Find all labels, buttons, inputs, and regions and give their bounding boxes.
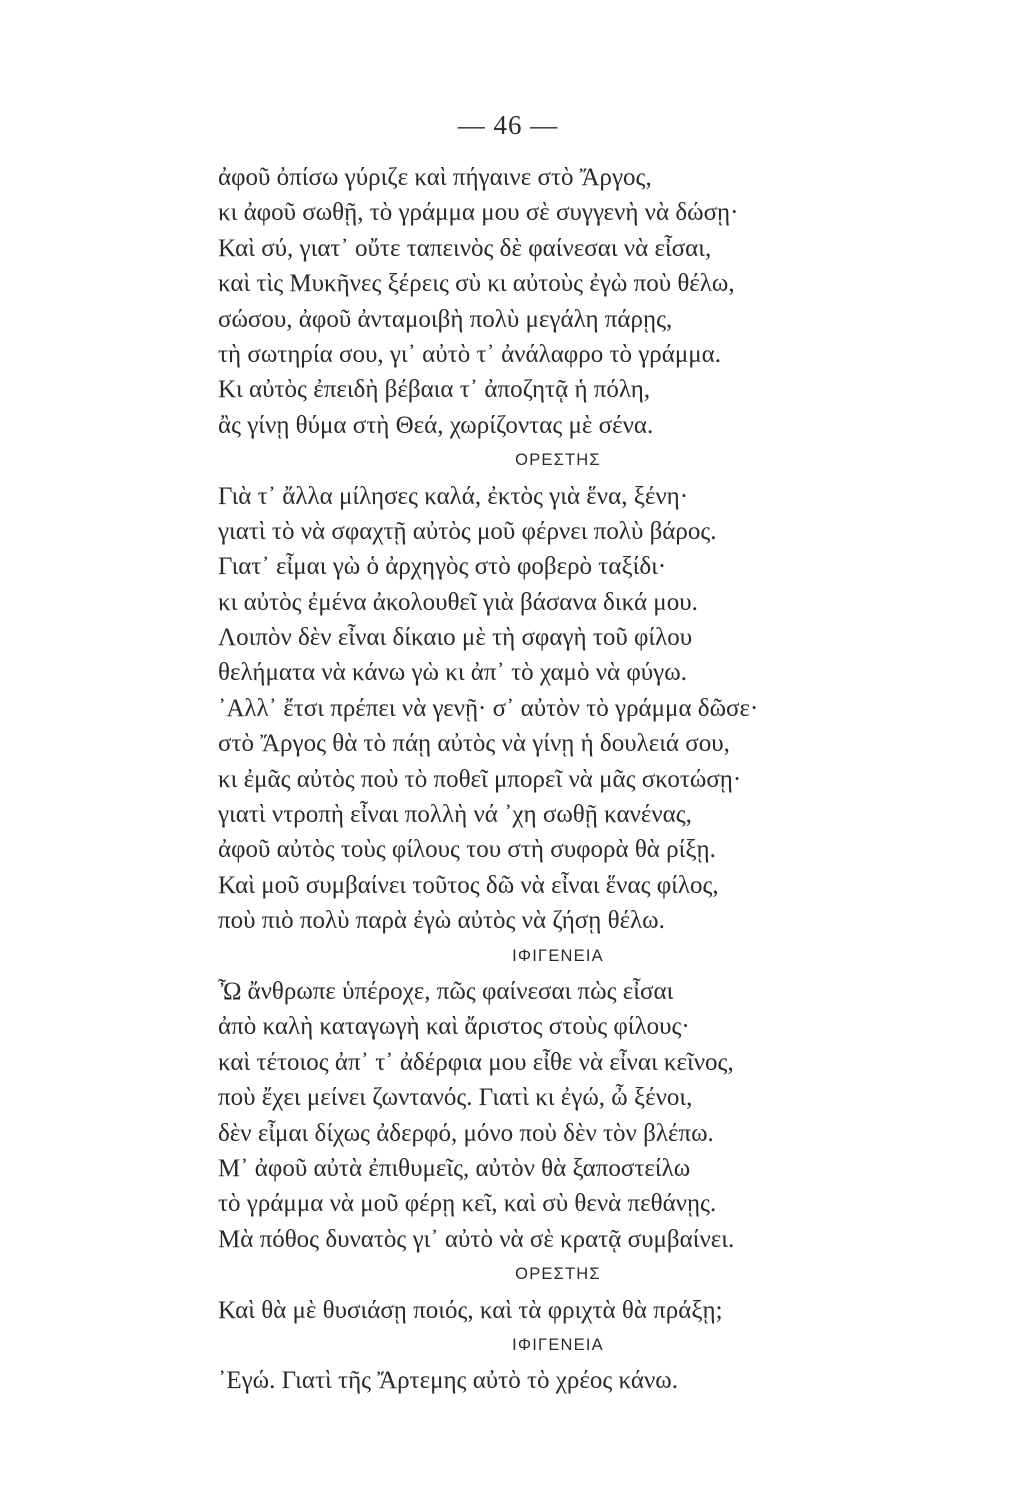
verse-line: ἀπὸ καλὴ καταγωγὴ καὶ ἄριστος στοὺς φίλους· — [218, 1013, 690, 1041]
verse-line: Γιὰ τ᾽ ἄλλα μίλησες καλά, ἐκτὸς γιὰ ἕνα, ξένη· — [218, 482, 689, 510]
verse-line: κι ἐμᾶς αὐτὸς ποὺ τὸ ποθεῖ μπορεῖ νὰ μᾶς σκοτώσῃ· — [218, 765, 742, 793]
verse-line: σώσου, ἀφοῦ ἀνταμοιβὴ πολὺ μεγάλη πάρῃς, — [218, 305, 673, 333]
verse-line: Μ᾽ ἀφοῦ αὐτὰ ἐπιθυμεῖς, αὐτὸν θὰ ξαποστείλω — [218, 1154, 691, 1182]
verse-line: γιατὶ τὸ νὰ σφαχτῇ αὐτὸς μοῦ φέρνει πολὺ βάρος. — [218, 517, 717, 545]
verse-line: κι ἀφοῦ σωθῇ, τὸ γράμμα μου σὲ συγγενὴ νὰ δώσῃ· — [218, 199, 739, 227]
verse-line: ἀφοῦ ὀπίσω γύριζε καὶ πήγαινε στὸ Ἄργος, — [218, 164, 652, 191]
verse-line: καὶ τὶς Μυκῆνες ξέρεις σὺ κι αὐτοὺς ἐγὼ ποὺ θέλω, — [218, 270, 735, 298]
verse-line: Λοιπὸν δὲν εἶναι δίκαιο μὲ τὴ σφαγὴ τοῦ φίλου — [218, 624, 693, 652]
verse-line: τὴ σωτηρία σου, γι᾽ αὐτὸ τ᾽ ἀνάλαφρο τὸ γράμμα. — [218, 340, 722, 368]
verse-line: ποὺ πιὸ πολὺ παρὰ ἐγὼ αὐτὸς νὰ ζήσῃ θέλω. — [218, 907, 665, 935]
verse-line: τὸ γράμμα νὰ μοῦ φέρῃ κεῖ, καὶ σὺ θενὰ πεθάνῃς. — [218, 1190, 717, 1218]
verse-line: κι αὐτὸς ἐμένα ἀκολουθεῖ γιὰ βάσανα δικά μου. — [218, 588, 698, 616]
verse-line: Ὦ ἄνθρωπε ὑπέροχε, πῶς φαίνεσαι πὼς εἶσαι — [218, 977, 674, 1005]
verse-line: ποὺ ἔχει μείνει ζωντανός. Γιατὶ κι ἐγώ, ὦ ξένοι, — [218, 1084, 693, 1112]
verse-line: Κι αὐτὸς ἐπειδὴ βέβαια τ᾽ ἀποζητᾷ ἡ πόλη, — [218, 376, 651, 404]
speaker-heading: ΟΡΕΣΤΗΣ — [515, 451, 601, 470]
verse-text — [218, 160, 858, 1399]
verse-line: Γιατ᾽ εἶμαι γὼ ὁ ἀρχηγὸς στὸ φοβερὸ ταξίδι· — [218, 553, 667, 581]
verse-line: ἀφοῦ αὐτὸς τοὺς φίλους του στὴ συφορὰ θὰ ρίξῃ. — [218, 836, 716, 864]
verse-line: δὲν εἶμαι δίχως ἀδερφό, μόνο ποὺ δὲν τὸν βλέπω. — [218, 1119, 714, 1147]
verse-line: καὶ τέτοιος ἀπ᾽ τ᾽ ἀδέρφια μου εἶθε νὰ εἶναι κεῖνος, — [218, 1048, 734, 1076]
page-number: — 46 — — [457, 110, 559, 140]
verse-line: Καὶ θὰ μὲ θυσιάσῃ ποιός, καὶ τὰ φριχτὰ θὰ πράξῃ; — [218, 1296, 723, 1324]
verse-line: θελήματα νὰ κάνω γὼ κι ἀπ᾽ τὸ χαμὸ νὰ φύγω. — [218, 659, 687, 687]
verse-line: στὸ Ἄργος θὰ τὸ πάῃ αὐτὸς νὰ γίνῃ ἡ δουλειά σου, — [218, 730, 730, 758]
verse-line: γιατὶ ντροπὴ εἶναι πολλὴ νά ᾽χη σωθῇ κανένας, — [218, 801, 692, 829]
speaker-heading: ΙΦΙΓΕΝΕΙΑ — [512, 1335, 604, 1354]
verse-line: Καὶ σύ, γιατ᾽ οὔτε ταπεινὸς δὲ φαίνεσαι νὰ εἶσαι, — [218, 234, 712, 262]
verse-line: ᾽Αλλ᾽ ἔτσι πρέπει νὰ γενῇ· σ᾽ αὐτὸν τὸ γράμμα δῶσε· — [218, 694, 759, 722]
speaker-heading: ΟΡΕΣΤΗΣ — [515, 1265, 601, 1284]
verse-line: Μὰ πόθος δυνατὸς γι᾽ αὐτὸ νὰ σὲ κρατᾷ συμβαίνει. — [218, 1225, 735, 1253]
verse-line: ᾽Εγώ. Γιατὶ τῆς Ἄρτεμης αὐτὸ τὸ χρέος κάνω. — [218, 1367, 678, 1395]
verse-line: ἂς γίνῃ θύμα στὴ Θεά, χωρίζοντας μὲ σένα. — [218, 411, 654, 439]
verse-line: Καὶ μοῦ συμβαίνει τοῦτος δῶ νὰ εἶναι ἕνας φίλος, — [218, 871, 719, 899]
speaker-heading: ΙΦΙΓΕΝΕΙΑ — [512, 946, 604, 965]
